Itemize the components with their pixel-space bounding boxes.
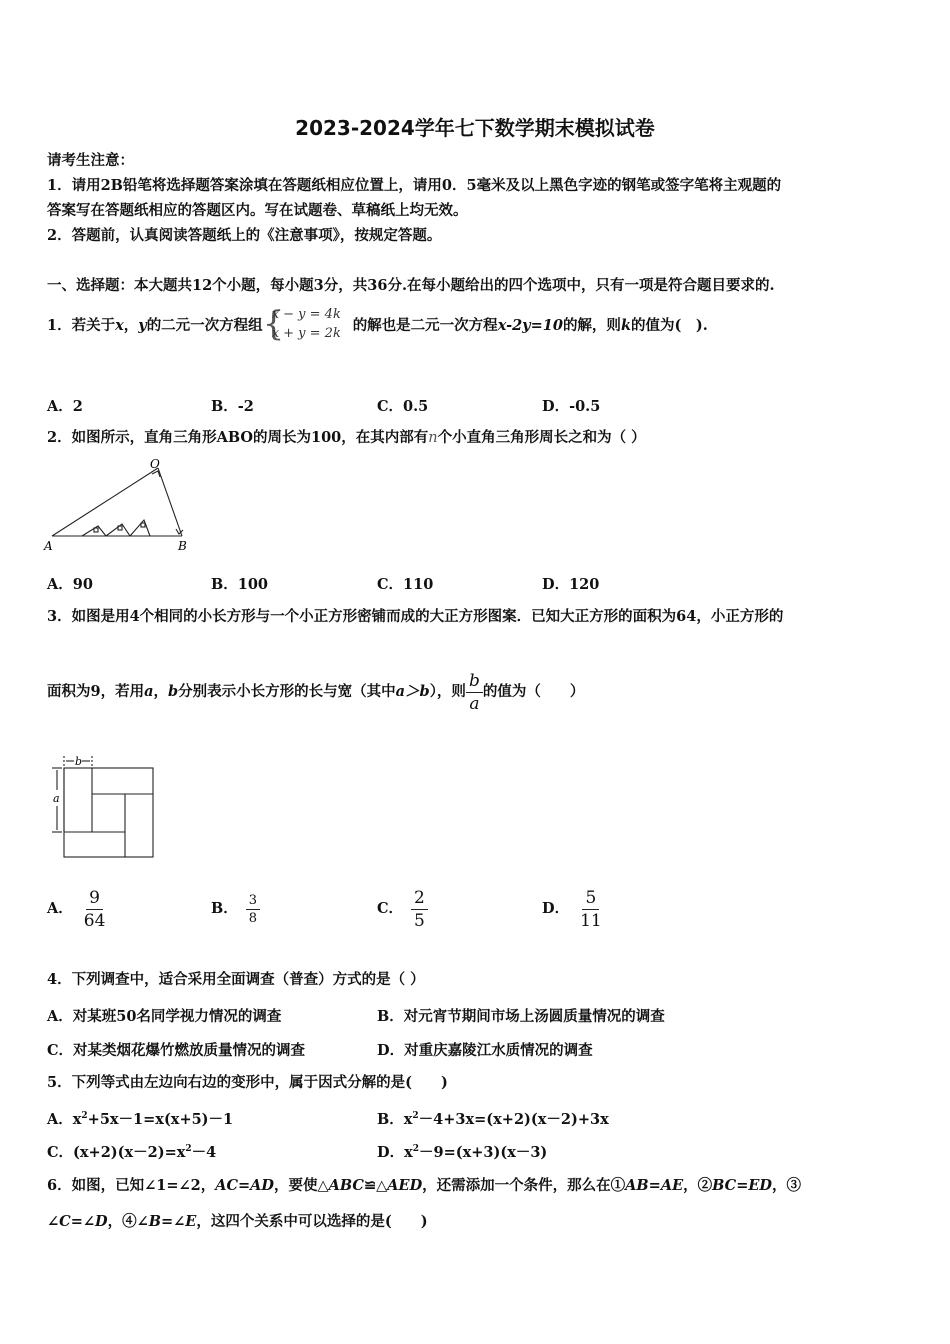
question-1: 1．若关于x，y的二元一次方程组 { x − y = 4k x + y = 2k 的解也是二元一次方程x-2y=10的解，则k的值为( ).: [47, 304, 708, 344]
q4-option-c: C．对某类烟花爆竹燃放质量情况的调查: [47, 1042, 306, 1059]
notice-line-2: 答案写在答题纸相应的答题区内。写在试题卷、草稿纸上均无效。: [47, 202, 468, 219]
label-o: O: [150, 457, 160, 471]
question-3-line-1: 3．如图是用4个相同的小长方形与一个小正方形密铺而成的大正方形图案．已知大正方形的面积为64，小正方形的: [47, 608, 784, 625]
b-over-a-fraction: $\frac{b}{a}$: [466, 671, 483, 714]
q1-option-a: A．2: [47, 398, 83, 415]
q5-option-a: A．$x^2+5x-1=x(x+5)-1$: [47, 1111, 234, 1128]
q3-option-b: B． $\frac{3}{8}$: [211, 886, 260, 932]
q1-option-d: D．-0.5: [542, 398, 601, 415]
question-3-line-2: 面积为9，若用a，b分别表示小长方形的长与宽（其中a＞b），则 $\frac{b}{a}$ 的值为（ ）: [47, 670, 585, 714]
q5-option-b: B．$x^2-4+3x=(x+2)(x-2)+3x$: [377, 1111, 609, 1128]
question-5: 5．下列等式由左边向右边的变形中，属于因式分解的是( ): [47, 1074, 448, 1091]
notice-line-3: 2．答题前，认真阅读答题纸上的《注意事项》，按规定答题。: [47, 227, 442, 244]
notice-line-1: 1．请用2B铅笔将选择题答案涂填在答题纸相应位置上，请用0．5毫米及以上黑色字迹的钢笔或签字笔将主观题的: [47, 177, 782, 194]
q2-option-a: A．90: [47, 576, 93, 593]
q3-option-c: C． $\frac{2}{5}$: [377, 886, 428, 932]
q5-option-c: C．$(x+2)(x-2)=x^2-4$: [47, 1144, 217, 1161]
question-6-line-2: ∠C=∠D，④∠B=∠E，这四个关系中可以选择的是( ): [47, 1213, 428, 1230]
q4-option-d: D．对重庆嘉陵江水质情况的调查: [377, 1042, 593, 1059]
equation-system: { x − y = 4k x + y = 2k: [262, 304, 341, 344]
square-tiling-figure: [44, 752, 164, 864]
right-triangle-figure: [40, 456, 200, 556]
q2-option-b: B．100: [211, 576, 269, 593]
question-4: 4．下列调查中，适合采用全面调查（普查）方式的是（ ）: [47, 971, 425, 988]
q3-option-d: D． $\frac{5}{11}$: [542, 887, 602, 931]
q2-option-d: D．120: [542, 576, 600, 593]
q2-option-c: C．110: [377, 576, 434, 593]
section-heading: 一、选择题：本大题共12个小题，每小题3分，共36分.在每小题给出的四个选项中，只有一项是符合题目要求的.: [47, 277, 775, 294]
q5-option-d: D．$x^2-9=(x+3)(x-3)$: [377, 1144, 548, 1161]
q1-option-c: C．0.5: [377, 398, 429, 415]
label-b: b: [75, 755, 83, 768]
q4-option-a: A．对某班50名同学视力情况的调查: [47, 1008, 282, 1025]
q3-option-a: A． $\frac{9}{64}$: [47, 887, 106, 931]
question-6-line-1: 6．如图，已知∠1=∠2，AC=AD，要使△ABC≌△AED，还需添加一个条件，那么在①AB=AE，②BC=ED，③: [47, 1177, 801, 1194]
label-b: B: [178, 539, 187, 553]
q1-option-b: B．-2: [211, 398, 254, 415]
page-title: 2023-2024学年七下数学期末模拟试卷: [295, 116, 655, 140]
q4-option-b: B．对元宵节期间市场上汤圆质量情况的调查: [377, 1008, 665, 1025]
notice-heading: 请考生注意：: [47, 152, 134, 169]
question-2: 2．如图所示，直角三角形ABO的周长为100，在其内部有n个小直角三角形周长之和为（ ）: [47, 429, 646, 446]
label-a: A: [44, 539, 53, 553]
label-a: a: [53, 792, 60, 805]
